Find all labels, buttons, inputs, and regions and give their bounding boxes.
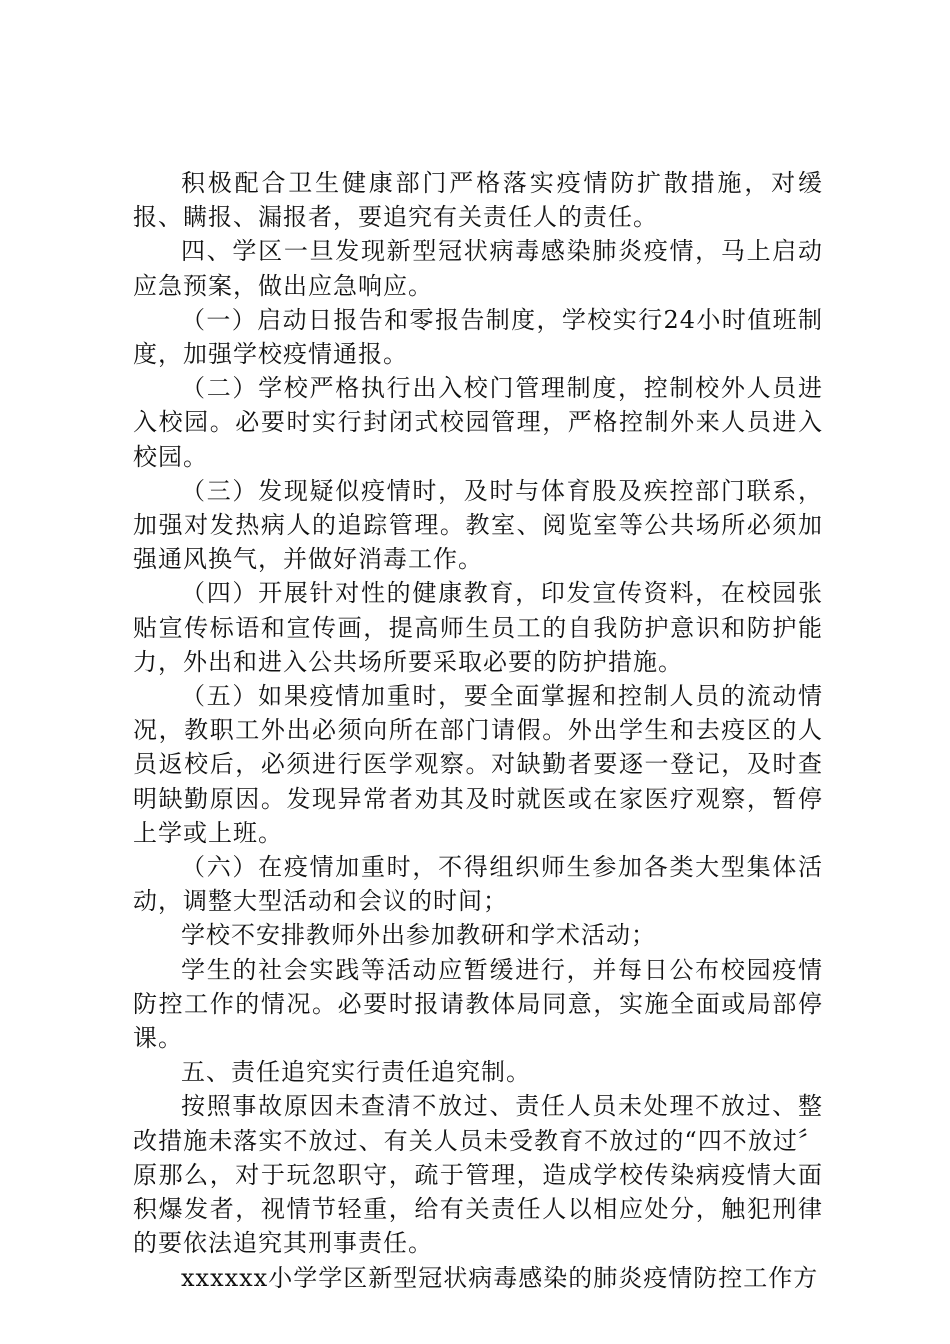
paragraph: （三）发现疑似疫情时，及时与体育股及疾控部门联系，加强对发热病人的追踪管理。教室、阅览室等公共场所必须加强通风换气，并做好消毒工作。 <box>133 476 823 574</box>
paragraph: （五）如果疫情加重时，要全面掌握和控制人员的流动情况，教职工外出必须向所在部门请假。外出学生和去疫区的人员返校后，必须进行医学观察。对缺勤者要逐一登记，及时查明缺勤原因。发现异常者劝其及时就医或在家医疗观察，暂停上学或上班。 <box>133 682 823 847</box>
section-heading: 五、责任追究实行责任追究制。 <box>181 1058 531 1087</box>
section-heading: 四、学区一旦发现新型冠状病毒感染肺炎疫情，马上启动应急预案，做出应急响应。 <box>133 237 823 300</box>
paragraph: （六）在疫情加重时，不得组织师生参加各类大型集体活动，调整大型活动和会议的时间； <box>133 853 823 916</box>
paragraph: （一）启动日报告和零报告制度，学校实行24小时值班制度，加强学校疫情通报。 <box>133 305 823 369</box>
paragraph: xxxxxx小学学区新型冠状病毒感染的肺炎疫情防控工作方 <box>181 1263 819 1292</box>
paragraph: 学生的社会实践等活动应暂缓进行，并每日公布校园疫情防控工作的情况。必要时报请教体局同意，实施全面或局部停课。 <box>133 955 823 1053</box>
paragraph: 学校不安排教师外出参加教研和学术活动； <box>181 921 656 950</box>
paragraph: （二）学校严格执行出入校门管理制度，控制校外人员进入校园。必要时实行封闭式校园管理，严格控制外来人员进入校园。 <box>133 374 823 471</box>
paragraph: 积极配合卫生健康部门严格落实疫情防扩散措施，对缓报、瞒报、漏报者，要追究有关责任人的责任。 <box>133 169 823 232</box>
document-body <box>133 166 823 1295</box>
paragraph: 按照事故原因未查清不放过、责任人员未处理不放过、整改措施未落实不放过、有关人员未受教育不放过的“四不放过〞原那么，对于玩忽职守，疏于管理，造成学校传染病疫情大面积爆发者，视情节轻重，给有关责任人以相应处分，触犯刑律的要依法追究其刑事责任。 <box>133 1092 823 1258</box>
paragraph: （四）开展针对性的健康教育，印发宣传资料，在校园张贴宣传标语和宣传画，提高师生员工的自我防护意识和防护能力，外出和进入公共场所要采取必要的防护措施。 <box>133 579 823 676</box>
